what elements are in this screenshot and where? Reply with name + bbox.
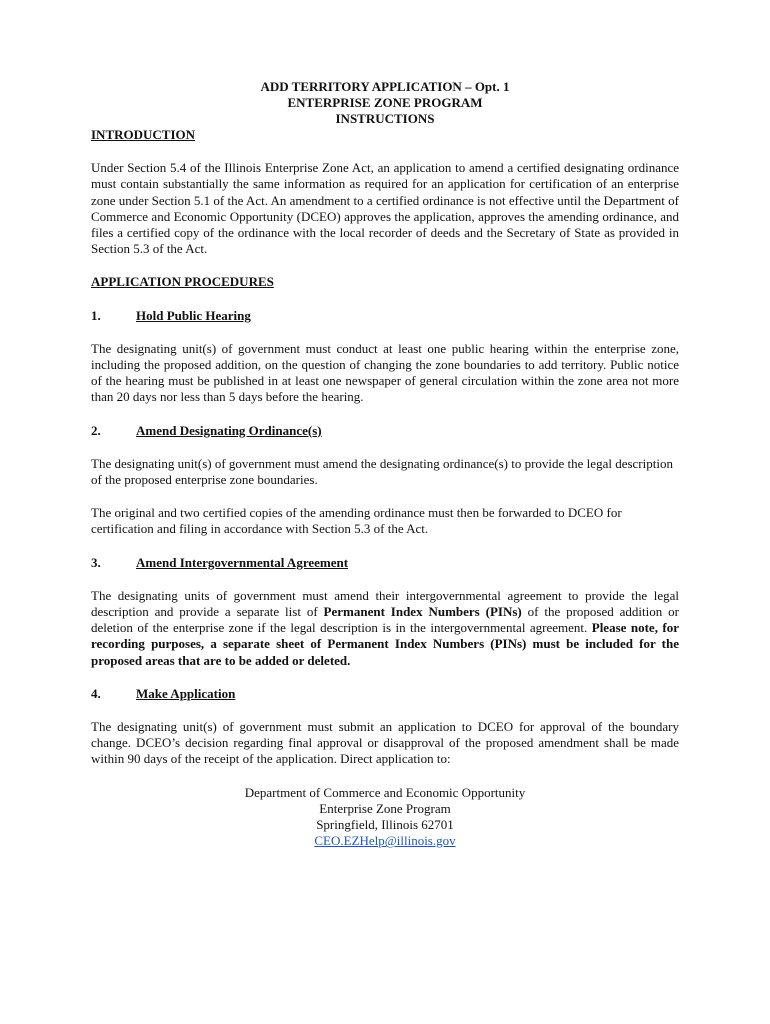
introduction-heading: INTRODUCTION — [91, 127, 196, 142]
address-line-2: Enterprise Zone Program — [319, 800, 451, 816]
step-4-number: 4. — [91, 685, 101, 701]
title-line-3: INSTRUCTIONS — [335, 111, 435, 126]
step-3-pins-term: Permanent Index Numbers (PINs) — [323, 604, 522, 620]
address-line-1: Department of Commerce and Economic Opportunity — [244, 784, 526, 800]
step-2-title: Amend Designating Ordinance(s) — [136, 422, 322, 438]
title-line-2: ENTERPRISE ZONE PROGRAM — [287, 95, 483, 110]
step-4-title: Make Application — [136, 685, 236, 701]
document-page — [91, 79, 679, 850]
step-3-title: Amend Intergovernmental Agreement — [136, 554, 349, 570]
step-1-text: The designating unit(s) of government must conduct at least one public hearing within the enterprise zone, including the proposed addition, on the question of changing the zone boundaries to add territory. Public notice of the hearing must be published in at least one newspaper of general circulation within the zone area not more than 20 days nor less than 5 days before the hearing. — [91, 340, 679, 405]
step-3-recording-note: Please note, for recording purposes, a separate sheet of Permanent Index Numbers (PINs) must be included for the proposed areas that are to be added or deleted. — [91, 620, 679, 668]
procedures-heading: APPLICATION PROCEDURES — [91, 274, 274, 290]
step-3-text — [91, 588, 679, 669]
step-3-heading — [91, 555, 679, 571]
introduction-text: Under Section 5.4 of the Illinois Enterprise Zone Act, an application to amend a certified designating ordinance must contain substantially the same information as required for an application for certification of an enterprise zone under Section 5.1 of the Act. An amendment to a certified ordinance is not effective until the Department of Commerce and Economic Opportunity (DCEO) approves the application, approves the amending ordinance, and files a certified copy of the ordinance with the local recorder of deeds and the Secretary of State as provided in Section 5.3 of the Act. — [91, 160, 679, 257]
email-link[interactable]: CEO.EZHelp@illinois.gov — [314, 833, 456, 849]
step-3-text-c: of the proposed addition or deletion of the enterprise zone if the legal description is in the intergovernmental agreement. — [91, 604, 679, 636]
step-3-text-a: The designating units of government must amend their intergovernmental agreement to provide the legal description and provide a separate list of — [91, 587, 679, 620]
step-2-number: 2. — [91, 422, 101, 438]
mailing-address — [91, 785, 679, 850]
address-line-3: Springfield, Illinois 62701 — [316, 817, 454, 833]
title-line-1: ADD TERRITORY APPLICATION – Opt. 1 — [260, 79, 510, 94]
step-1-number: 1. — [91, 307, 101, 323]
step-4-text: The designating unit(s) of government must submit an application to DCEO for approval of the boundary change. DCEO’s decision regarding final approval or disapproval of the proposed amendment shall be made within 90 days of the receipt of the application. Direct application to: — [91, 719, 679, 767]
step-2-text-1: The designating unit(s) of government must amend the designating ordinance(s) to provide the legal description of the proposed enterprise zone boundaries. — [91, 455, 673, 488]
step-4-heading — [91, 686, 679, 702]
step-3-number: 3. — [91, 554, 101, 570]
step-2-heading — [91, 423, 679, 439]
document-title — [91, 79, 679, 127]
step-1-title: Hold Public Hearing — [136, 307, 251, 323]
step-2-text-2: The original and two certified copies of the amending ordinance must then be forwarded to DCEO for certification and filing in accordance with Section 5.3 of the Act. — [91, 505, 622, 537]
step-1-heading — [91, 308, 679, 324]
